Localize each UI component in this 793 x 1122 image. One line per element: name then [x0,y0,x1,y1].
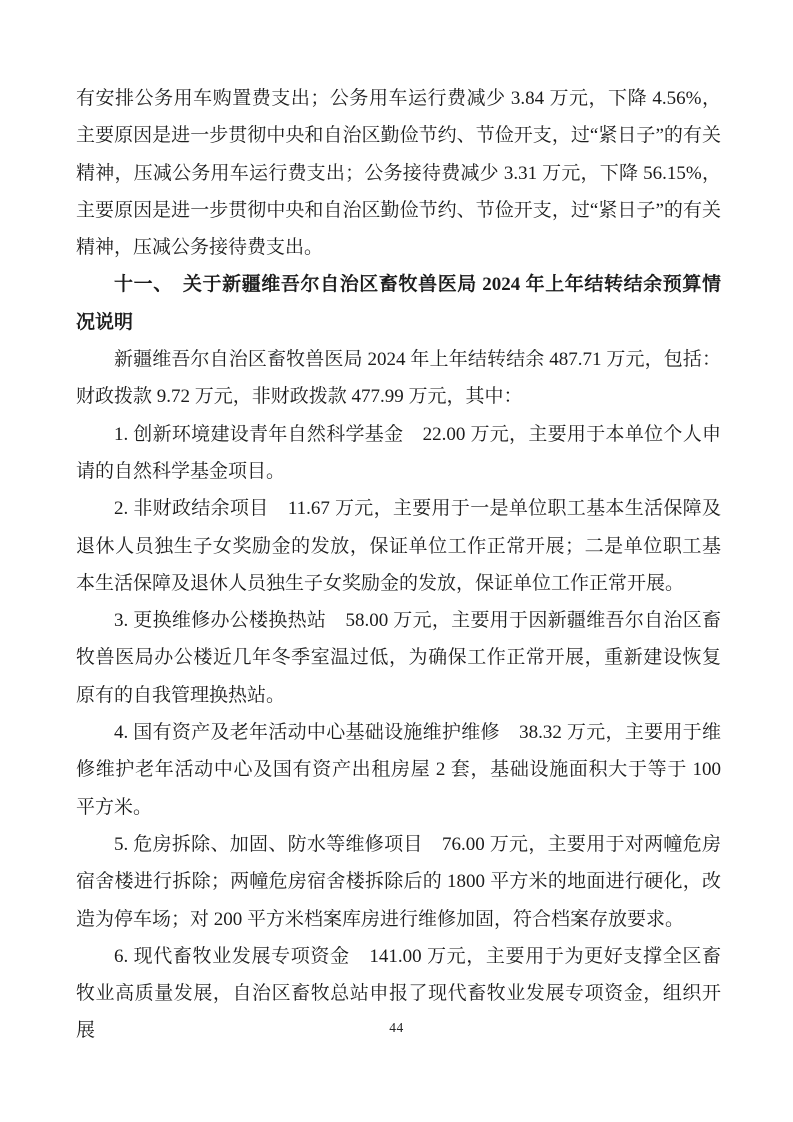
section-intro-paragraph: 新疆维吾尔自治区畜牧兽医局 2024 年上年结转结余 487.71 万元，包括：财政拨款 9.72 万元，非财政拨款 477.99 万元，其中： [76,349,721,408]
list-item-6: 6. 现代畜牧业发展专项资金 141.00 万元，主要用于为更好支撑全区畜牧业高质量发展，自治区畜牧总站申报了现代畜牧业发展专项资金，组织开展 [76,945,721,1042]
document-content [76,80,721,1050]
list-item-4: 4. 国有资产及老年活动中心基础设施维护维修 38.32 万元，主要用于维修维护老年活动中心及国有资产出租房屋 2 套，基础设施面积大于等于 100 平方米。 [76,722,721,818]
list-item-5: 5. 危房拆除、加固、防水等维修项目 76.00 万元，主要用于对两幢危房宿舍楼进行拆除；两幢危房宿舍楼拆除后的 1800 平方米的地面进行硬化，改造为停车场；对 200 平方米档案库房进行维修加固，符合档案存放要求。 [76,833,721,930]
list-item-2: 2. 非财政结余项目 11.67 万元，主要用于一是单位职工基本生活保障及退休人员独生子女奖励金的发放，保证单位工作正常开展；二是单位职工基本生活保障及退休人员独生子女奖励金的发放，保证单位工作正常开展。 [76,498,721,594]
list-item-3: 3. 更换维修办公楼换热站 58.00 万元，主要用于因新疆维吾尔自治区畜牧兽医局办公楼近几年冬季室温过低，为确保工作正常开展，重新建设恢复原有的自我管理换热站。 [76,610,721,706]
section-heading: 十一、 关于新疆维吾尔自治区畜牧兽医局 2024 年上年结转结余预算情况说明 [76,274,721,333]
list-item-1: 1. 创新环境建设青年自然科学基金 22.00 万元，主要用于本单位个人申请的自然科学基金项目。 [76,423,721,482]
body-paragraph-continuation: 有安排公务用车购置费支出；公务用车运行费减少 3.84 万元，下降 4.56%，主要原因是进一步贯彻中央和自治区勤俭节约、节俭开支，过“紧日子”的有关精神，压减公务用车运行费支出；公务接待费减少 3.31 万元，下降 56.15%，主要原因是进一步贯彻中央和自治区勤俭节约、节俭开支，过“紧日子”的有关精神，压减公务接待费支出。 [76,88,721,259]
page-number: 44 [389,1020,404,1035]
